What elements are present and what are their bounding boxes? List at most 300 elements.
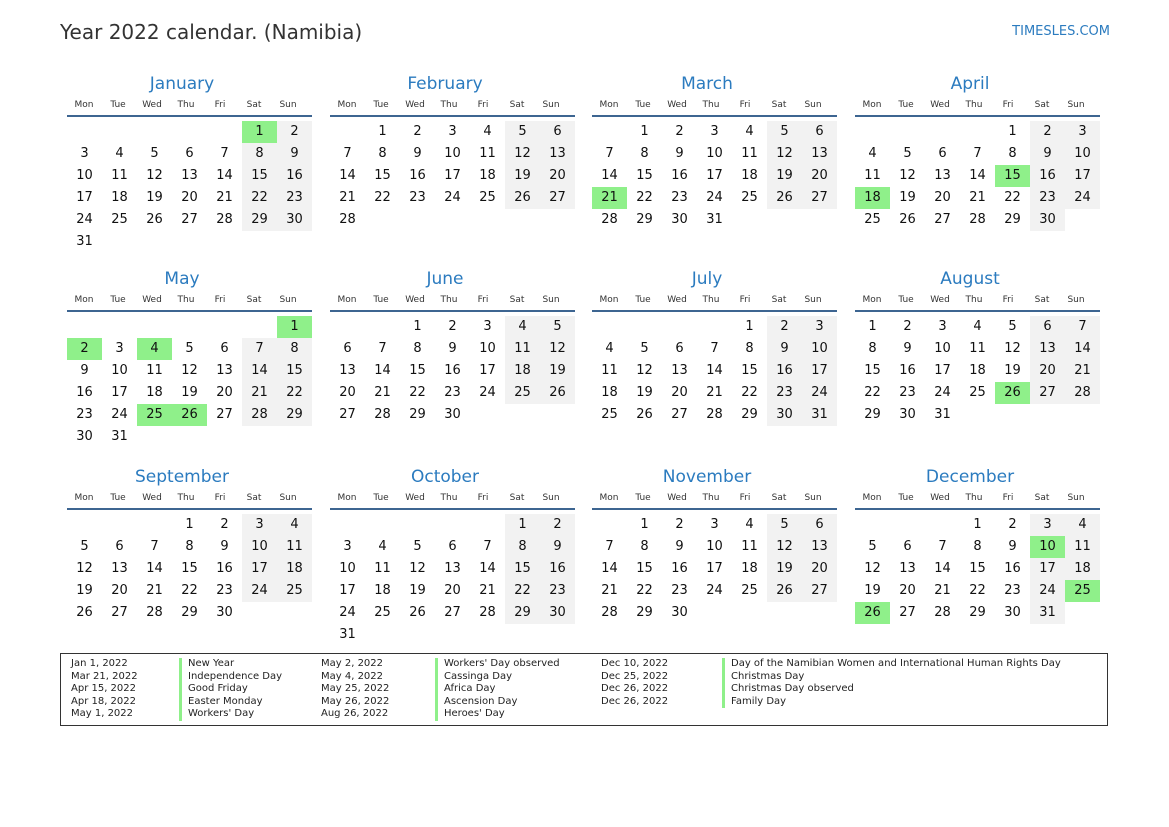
- day-cell[interactable]: 21: [969, 190, 986, 205]
- day-cell[interactable]: 1: [745, 319, 754, 334]
- day-cell[interactable]: 9: [1008, 539, 1017, 554]
- day-cell[interactable]: 28: [969, 212, 986, 227]
- day-cell[interactable]: 16: [767, 360, 802, 382]
- day-cell[interactable]: 6: [185, 146, 194, 161]
- day-cell[interactable]: 11: [969, 341, 986, 356]
- day-cell[interactable]: 22: [409, 385, 426, 400]
- day-cell[interactable]: 23: [277, 187, 312, 209]
- holiday-day[interactable]: 25: [137, 404, 172, 426]
- day-cell[interactable]: 9: [675, 146, 684, 161]
- day-cell[interactable]: 2: [540, 514, 575, 536]
- day-cell[interactable]: 6: [115, 539, 124, 554]
- day-cell[interactable]: 3: [115, 341, 124, 356]
- day-cell[interactable]: 9: [767, 338, 802, 360]
- day-cell[interactable]: 24: [934, 385, 951, 400]
- day-cell[interactable]: 4: [115, 146, 124, 161]
- day-cell[interactable]: 10: [706, 539, 723, 554]
- day-cell[interactable]: 22: [181, 583, 198, 598]
- day-cell[interactable]: 15: [636, 168, 653, 183]
- day-cell[interactable]: 1: [640, 124, 649, 139]
- day-cell[interactable]: 28: [601, 212, 618, 227]
- holiday-day[interactable]: 21: [592, 187, 627, 209]
- day-cell[interactable]: 18: [111, 190, 128, 205]
- day-cell[interactable]: 13: [1030, 338, 1065, 360]
- day-cell[interactable]: 6: [802, 514, 837, 536]
- holiday-day[interactable]: 26: [995, 382, 1030, 404]
- day-cell[interactable]: 27: [216, 407, 233, 422]
- day-cell[interactable]: 30: [1030, 209, 1065, 231]
- day-cell[interactable]: 2: [413, 124, 422, 139]
- day-cell[interactable]: 4: [868, 146, 877, 161]
- day-cell[interactable]: 19: [409, 583, 426, 598]
- day-cell[interactable]: 23: [444, 385, 461, 400]
- day-cell[interactable]: 23: [767, 382, 802, 404]
- day-cell[interactable]: 11: [479, 146, 496, 161]
- day-cell[interactable]: 20: [540, 165, 575, 187]
- day-cell[interactable]: 25: [741, 190, 758, 205]
- day-cell[interactable]: 12: [1004, 341, 1021, 356]
- day-cell[interactable]: 5: [868, 539, 877, 554]
- day-cell[interactable]: 26: [540, 382, 575, 404]
- day-cell[interactable]: 19: [76, 583, 93, 598]
- day-cell[interactable]: 14: [601, 561, 618, 576]
- holiday-day[interactable]: 4: [137, 338, 172, 360]
- day-cell[interactable]: 13: [339, 363, 356, 378]
- day-cell[interactable]: 29: [636, 212, 653, 227]
- day-cell[interactable]: 29: [181, 605, 198, 620]
- day-cell[interactable]: 31: [706, 212, 723, 227]
- day-cell[interactable]: 19: [1004, 363, 1021, 378]
- day-cell[interactable]: 17: [706, 168, 723, 183]
- day-cell[interactable]: 18: [601, 385, 618, 400]
- day-cell[interactable]: 4: [378, 539, 387, 554]
- day-cell[interactable]: 11: [146, 363, 163, 378]
- day-cell[interactable]: 27: [339, 407, 356, 422]
- day-cell[interactable]: 16: [1030, 165, 1065, 187]
- day-cell[interactable]: 9: [80, 363, 89, 378]
- day-cell[interactable]: 24: [242, 580, 277, 602]
- day-cell[interactable]: 24: [1030, 580, 1065, 602]
- day-cell[interactable]: 14: [706, 363, 723, 378]
- day-cell[interactable]: 19: [181, 385, 198, 400]
- day-cell[interactable]: 21: [706, 385, 723, 400]
- day-cell[interactable]: 25: [277, 580, 312, 602]
- day-cell[interactable]: 5: [767, 514, 802, 536]
- day-cell[interactable]: 18: [505, 360, 540, 382]
- day-cell[interactable]: 20: [444, 583, 461, 598]
- day-cell[interactable]: 31: [1030, 602, 1065, 624]
- day-cell[interactable]: 23: [899, 385, 916, 400]
- day-cell[interactable]: 14: [934, 561, 951, 576]
- day-cell[interactable]: 31: [934, 407, 951, 422]
- day-cell[interactable]: 26: [76, 605, 93, 620]
- day-cell[interactable]: 3: [1065, 121, 1100, 143]
- day-cell[interactable]: 3: [448, 124, 457, 139]
- day-cell[interactable]: 30: [216, 605, 233, 620]
- day-cell[interactable]: 30: [444, 407, 461, 422]
- day-cell[interactable]: 2: [903, 319, 912, 334]
- day-cell[interactable]: 7: [710, 341, 719, 356]
- day-cell[interactable]: 25: [505, 382, 540, 404]
- day-cell[interactable]: 10: [479, 341, 496, 356]
- day-cell[interactable]: 29: [1004, 212, 1021, 227]
- day-cell[interactable]: 16: [444, 363, 461, 378]
- day-cell[interactable]: 16: [671, 561, 688, 576]
- day-cell[interactable]: 5: [505, 121, 540, 143]
- day-cell[interactable]: 24: [339, 605, 356, 620]
- day-cell[interactable]: 5: [80, 539, 89, 554]
- day-cell[interactable]: 13: [216, 363, 233, 378]
- day-cell[interactable]: 16: [899, 363, 916, 378]
- day-cell[interactable]: 13: [111, 561, 128, 576]
- holiday-day[interactable]: 10: [1030, 536, 1065, 558]
- day-cell[interactable]: 28: [601, 605, 618, 620]
- holiday-day[interactable]: 2: [67, 338, 102, 360]
- day-cell[interactable]: 14: [479, 561, 496, 576]
- day-cell[interactable]: 13: [540, 143, 575, 165]
- day-cell[interactable]: 8: [413, 341, 422, 356]
- day-cell[interactable]: 22: [277, 382, 312, 404]
- day-cell[interactable]: 19: [767, 558, 802, 580]
- day-cell[interactable]: 1: [505, 514, 540, 536]
- day-cell[interactable]: 6: [903, 539, 912, 554]
- day-cell[interactable]: 24: [76, 212, 93, 227]
- day-cell[interactable]: 6: [1030, 316, 1065, 338]
- day-cell[interactable]: 28: [339, 212, 356, 227]
- day-cell[interactable]: 6: [938, 146, 947, 161]
- day-cell[interactable]: 28: [242, 404, 277, 426]
- day-cell[interactable]: 24: [479, 385, 496, 400]
- day-cell[interactable]: 19: [146, 190, 163, 205]
- day-cell[interactable]: 10: [242, 536, 277, 558]
- day-cell[interactable]: 21: [339, 190, 356, 205]
- day-cell[interactable]: 22: [636, 190, 653, 205]
- day-cell[interactable]: 24: [706, 190, 723, 205]
- day-cell[interactable]: 26: [636, 407, 653, 422]
- day-cell[interactable]: 15: [277, 360, 312, 382]
- day-cell[interactable]: 23: [540, 580, 575, 602]
- day-cell[interactable]: 17: [111, 385, 128, 400]
- day-cell[interactable]: 9: [448, 341, 457, 356]
- day-cell[interactable]: 11: [741, 146, 758, 161]
- day-cell[interactable]: 15: [864, 363, 881, 378]
- holiday-day[interactable]: 1: [277, 316, 312, 338]
- day-cell[interactable]: 29: [864, 407, 881, 422]
- day-cell[interactable]: 6: [675, 341, 684, 356]
- day-cell[interactable]: 27: [802, 580, 837, 602]
- day-cell[interactable]: 17: [1030, 558, 1065, 580]
- day-cell[interactable]: 27: [671, 407, 688, 422]
- day-cell[interactable]: 5: [1008, 319, 1017, 334]
- day-cell[interactable]: 20: [1030, 360, 1065, 382]
- day-cell[interactable]: 9: [540, 536, 575, 558]
- day-cell[interactable]: 29: [636, 605, 653, 620]
- day-cell[interactable]: 2: [448, 319, 457, 334]
- day-cell[interactable]: 11: [277, 536, 312, 558]
- day-cell[interactable]: 14: [146, 561, 163, 576]
- day-cell[interactable]: 20: [111, 583, 128, 598]
- day-cell[interactable]: 22: [741, 385, 758, 400]
- day-cell[interactable]: 31: [339, 627, 356, 642]
- day-cell[interactable]: 26: [767, 187, 802, 209]
- day-cell[interactable]: 28: [374, 407, 391, 422]
- day-cell[interactable]: 18: [277, 558, 312, 580]
- day-cell[interactable]: 30: [899, 407, 916, 422]
- day-cell[interactable]: 15: [242, 165, 277, 187]
- day-cell[interactable]: 20: [339, 385, 356, 400]
- day-cell[interactable]: 16: [1004, 561, 1021, 576]
- day-cell[interactable]: 16: [409, 168, 426, 183]
- day-cell[interactable]: 15: [636, 561, 653, 576]
- day-cell[interactable]: 8: [973, 539, 982, 554]
- day-cell[interactable]: 26: [146, 212, 163, 227]
- day-cell[interactable]: 27: [802, 187, 837, 209]
- day-cell[interactable]: 3: [242, 514, 277, 536]
- day-cell[interactable]: 5: [413, 539, 422, 554]
- day-cell[interactable]: 29: [505, 602, 540, 624]
- day-cell[interactable]: 21: [242, 382, 277, 404]
- day-cell[interactable]: 30: [671, 605, 688, 620]
- day-cell[interactable]: 2: [1008, 517, 1017, 532]
- day-cell[interactable]: 10: [802, 338, 837, 360]
- day-cell[interactable]: 19: [636, 385, 653, 400]
- day-cell[interactable]: 9: [675, 539, 684, 554]
- day-cell[interactable]: 16: [277, 165, 312, 187]
- day-cell[interactable]: 12: [540, 338, 575, 360]
- day-cell[interactable]: 28: [216, 212, 233, 227]
- day-cell[interactable]: 7: [378, 341, 387, 356]
- day-cell[interactable]: 27: [111, 605, 128, 620]
- day-cell[interactable]: 21: [1065, 360, 1100, 382]
- day-cell[interactable]: 31: [802, 404, 837, 426]
- day-cell[interactable]: 7: [220, 146, 229, 161]
- day-cell[interactable]: 28: [479, 605, 496, 620]
- holiday-day[interactable]: 25: [1065, 580, 1100, 602]
- day-cell[interactable]: 9: [903, 341, 912, 356]
- day-cell[interactable]: 31: [111, 429, 128, 444]
- day-cell[interactable]: 16: [540, 558, 575, 580]
- day-cell[interactable]: 23: [76, 407, 93, 422]
- day-cell[interactable]: 12: [767, 143, 802, 165]
- day-cell[interactable]: 14: [339, 168, 356, 183]
- day-cell[interactable]: 24: [1065, 187, 1100, 209]
- day-cell[interactable]: 20: [899, 583, 916, 598]
- day-cell[interactable]: 10: [1065, 143, 1100, 165]
- day-cell[interactable]: 2: [220, 517, 229, 532]
- day-cell[interactable]: 11: [601, 363, 618, 378]
- day-cell[interactable]: 25: [969, 385, 986, 400]
- day-cell[interactable]: 20: [802, 558, 837, 580]
- day-cell[interactable]: 8: [640, 146, 649, 161]
- day-cell[interactable]: 5: [540, 316, 575, 338]
- day-cell[interactable]: 11: [111, 168, 128, 183]
- holiday-day[interactable]: 26: [172, 404, 207, 426]
- day-cell[interactable]: 17: [76, 190, 93, 205]
- day-cell[interactable]: 4: [745, 517, 754, 532]
- day-cell[interactable]: 18: [741, 561, 758, 576]
- day-cell[interactable]: 17: [1065, 165, 1100, 187]
- day-cell[interactable]: 20: [671, 385, 688, 400]
- day-cell[interactable]: 17: [706, 561, 723, 576]
- day-cell[interactable]: 7: [150, 539, 159, 554]
- day-cell[interactable]: 24: [802, 382, 837, 404]
- day-cell[interactable]: 29: [741, 407, 758, 422]
- day-cell[interactable]: 22: [1004, 190, 1021, 205]
- day-cell[interactable]: 18: [969, 363, 986, 378]
- day-cell[interactable]: 23: [409, 190, 426, 205]
- day-cell[interactable]: 8: [185, 539, 194, 554]
- day-cell[interactable]: 9: [413, 146, 422, 161]
- day-cell[interactable]: 4: [745, 124, 754, 139]
- day-cell[interactable]: 21: [601, 583, 618, 598]
- day-cell[interactable]: 8: [242, 143, 277, 165]
- day-cell[interactable]: 20: [181, 190, 198, 205]
- day-cell[interactable]: 15: [741, 363, 758, 378]
- day-cell[interactable]: 23: [216, 583, 233, 598]
- day-cell[interactable]: 28: [146, 605, 163, 620]
- day-cell[interactable]: 20: [934, 190, 951, 205]
- day-cell[interactable]: 25: [741, 583, 758, 598]
- day-cell[interactable]: 10: [111, 363, 128, 378]
- day-cell[interactable]: 23: [1030, 187, 1065, 209]
- day-cell[interactable]: 26: [899, 212, 916, 227]
- day-cell[interactable]: 12: [864, 561, 881, 576]
- day-cell[interactable]: 11: [741, 539, 758, 554]
- day-cell[interactable]: 22: [505, 580, 540, 602]
- day-cell[interactable]: 8: [868, 341, 877, 356]
- day-cell[interactable]: 21: [146, 583, 163, 598]
- day-cell[interactable]: 22: [969, 583, 986, 598]
- day-cell[interactable]: 3: [1030, 514, 1065, 536]
- day-cell[interactable]: 5: [903, 146, 912, 161]
- holiday-day[interactable]: 18: [855, 187, 890, 209]
- day-cell[interactable]: 25: [864, 212, 881, 227]
- day-cell[interactable]: 14: [601, 168, 618, 183]
- day-cell[interactable]: 30: [671, 212, 688, 227]
- day-cell[interactable]: 6: [220, 341, 229, 356]
- day-cell[interactable]: 12: [76, 561, 93, 576]
- day-cell[interactable]: 18: [374, 583, 391, 598]
- day-cell[interactable]: 4: [1065, 514, 1100, 536]
- day-cell[interactable]: 7: [1065, 316, 1100, 338]
- day-cell[interactable]: 3: [710, 124, 719, 139]
- day-cell[interactable]: 2: [675, 517, 684, 532]
- day-cell[interactable]: 26: [505, 187, 540, 209]
- day-cell[interactable]: 3: [802, 316, 837, 338]
- day-cell[interactable]: 26: [767, 580, 802, 602]
- day-cell[interactable]: 22: [242, 187, 277, 209]
- day-cell[interactable]: 8: [1008, 146, 1017, 161]
- holiday-day[interactable]: 26: [855, 602, 890, 624]
- day-cell[interactable]: 27: [1030, 382, 1065, 404]
- day-cell[interactable]: 3: [710, 517, 719, 532]
- day-cell[interactable]: 15: [409, 363, 426, 378]
- day-cell[interactable]: 16: [76, 385, 93, 400]
- day-cell[interactable]: 30: [540, 602, 575, 624]
- day-cell[interactable]: 1: [868, 319, 877, 334]
- day-cell[interactable]: 29: [409, 407, 426, 422]
- day-cell[interactable]: 26: [409, 605, 426, 620]
- day-cell[interactable]: 19: [864, 583, 881, 598]
- day-cell[interactable]: 20: [216, 385, 233, 400]
- day-cell[interactable]: 8: [745, 341, 754, 356]
- day-cell[interactable]: 7: [242, 338, 277, 360]
- day-cell[interactable]: 29: [242, 209, 277, 231]
- day-cell[interactable]: 30: [767, 404, 802, 426]
- day-cell[interactable]: 21: [374, 385, 391, 400]
- day-cell[interactable]: 16: [216, 561, 233, 576]
- day-cell[interactable]: 6: [448, 539, 457, 554]
- day-cell[interactable]: 24: [706, 583, 723, 598]
- day-cell[interactable]: 15: [505, 558, 540, 580]
- day-cell[interactable]: 18: [146, 385, 163, 400]
- day-cell[interactable]: 3: [80, 146, 89, 161]
- day-cell[interactable]: 8: [640, 539, 649, 554]
- day-cell[interactable]: 12: [409, 561, 426, 576]
- day-cell[interactable]: 10: [76, 168, 93, 183]
- day-cell[interactable]: 1: [185, 517, 194, 532]
- day-cell[interactable]: 19: [767, 165, 802, 187]
- day-cell[interactable]: 29: [969, 605, 986, 620]
- day-cell[interactable]: 13: [181, 168, 198, 183]
- day-cell[interactable]: 21: [479, 583, 496, 598]
- day-cell[interactable]: 12: [636, 363, 653, 378]
- day-cell[interactable]: 14: [242, 360, 277, 382]
- day-cell[interactable]: 7: [605, 539, 614, 554]
- day-cell[interactable]: 19: [505, 165, 540, 187]
- day-cell[interactable]: 13: [802, 536, 837, 558]
- day-cell[interactable]: 5: [150, 146, 159, 161]
- day-cell[interactable]: 9: [1030, 143, 1065, 165]
- day-cell[interactable]: 27: [899, 605, 916, 620]
- day-cell[interactable]: 16: [671, 168, 688, 183]
- day-cell[interactable]: 12: [146, 168, 163, 183]
- day-cell[interactable]: 3: [343, 539, 352, 554]
- day-cell[interactable]: 2: [1030, 121, 1065, 143]
- day-cell[interactable]: 8: [277, 338, 312, 360]
- day-cell[interactable]: 11: [505, 338, 540, 360]
- day-cell[interactable]: 4: [505, 316, 540, 338]
- day-cell[interactable]: 23: [1004, 583, 1021, 598]
- day-cell[interactable]: 1: [640, 517, 649, 532]
- day-cell[interactable]: 17: [802, 360, 837, 382]
- day-cell[interactable]: 17: [339, 583, 356, 598]
- day-cell[interactable]: 11: [864, 168, 881, 183]
- day-cell[interactable]: 3: [938, 319, 947, 334]
- day-cell[interactable]: 12: [505, 143, 540, 165]
- day-cell[interactable]: 7: [973, 146, 982, 161]
- day-cell[interactable]: 14: [1065, 338, 1100, 360]
- day-cell[interactable]: 4: [483, 124, 492, 139]
- day-cell[interactable]: 17: [444, 168, 461, 183]
- day-cell[interactable]: 31: [76, 234, 93, 249]
- day-cell[interactable]: 12: [181, 363, 198, 378]
- day-cell[interactable]: 27: [934, 212, 951, 227]
- day-cell[interactable]: 8: [378, 146, 387, 161]
- day-cell[interactable]: 7: [605, 146, 614, 161]
- day-cell[interactable]: 25: [479, 190, 496, 205]
- day-cell[interactable]: 14: [216, 168, 233, 183]
- day-cell[interactable]: 4: [605, 341, 614, 356]
- day-cell[interactable]: 25: [111, 212, 128, 227]
- day-cell[interactable]: 14: [969, 168, 986, 183]
- day-cell[interactable]: 10: [934, 341, 951, 356]
- day-cell[interactable]: 14: [374, 363, 391, 378]
- day-cell[interactable]: 13: [934, 168, 951, 183]
- day-cell[interactable]: 13: [802, 143, 837, 165]
- holiday-day[interactable]: 1: [242, 121, 277, 143]
- day-cell[interactable]: 28: [1065, 382, 1100, 404]
